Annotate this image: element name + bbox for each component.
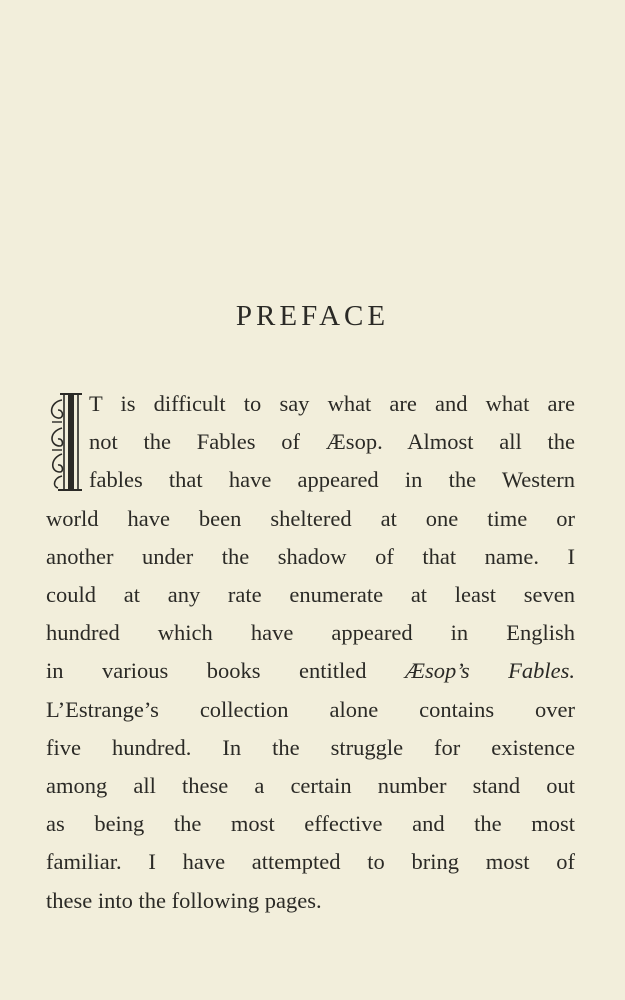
- text-line-4: world have been sheltered at one time or: [46, 506, 575, 531]
- text-line-6: could at any rate enumerate at least seven: [46, 582, 575, 607]
- text-line-9: L’Estrange’s collection alone contains over: [46, 697, 575, 722]
- text-line-3: fables that have appeared in the Western: [89, 467, 575, 492]
- book-title: Æsop’s Fables.: [405, 658, 575, 683]
- text-line-11: among all these a certain number stand out: [46, 773, 575, 798]
- text-line-1: T is difficult to say what are and what are: [89, 391, 575, 416]
- text-line-2: not the Fables of Æsop. Almost all the: [89, 429, 575, 454]
- text-line-14: these into the following pages.: [46, 888, 322, 913]
- text-line-10: five hundred. In the struggle for existence: [46, 735, 575, 760]
- text-line-12: as being the most effective and the most: [46, 811, 575, 836]
- preface-title: PREFACE: [235, 300, 390, 332]
- text-line-8: [46, 656, 575, 686]
- text-line-5: another under the shadow of that name. I: [46, 544, 575, 569]
- text-line-7: hundred which have appeared in English: [46, 620, 575, 645]
- text-line-8-start: in various books entitled: [46, 658, 367, 683]
- ornamental-initial: [44, 388, 84, 494]
- text-line-13: familiar. I have attempted to bring most of: [46, 849, 575, 874]
